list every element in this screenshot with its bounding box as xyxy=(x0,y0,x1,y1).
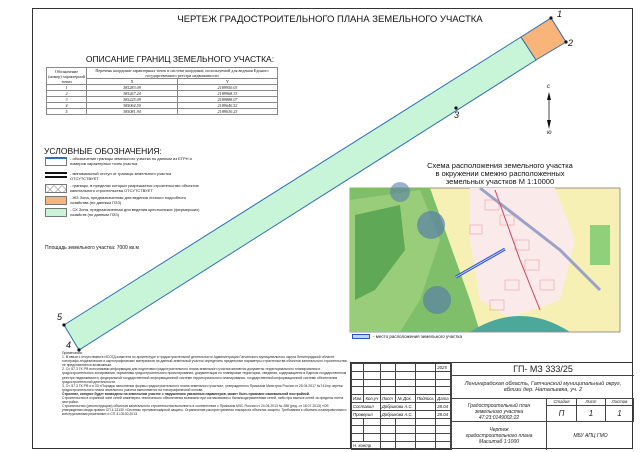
boundaries-title: ОПИСАНИЕ ГРАНИЦ ЗЕМЕЛЬНОГО УЧАСТКА: xyxy=(85,54,275,64)
empty-cell xyxy=(436,426,451,434)
map-title-line: Схема расположения земельного участка xyxy=(427,161,573,170)
point-2-label: 2 xyxy=(568,38,574,48)
column-header: Дата xyxy=(437,396,449,402)
point-1-marker xyxy=(549,16,552,19)
date: 28.04 xyxy=(436,402,451,410)
x-value: 385283.09 xyxy=(87,85,178,91)
column-header: Кол.уч xyxy=(365,396,379,402)
note-paragraph: Строительство (реконструкцию) объектов капитального строительства выполнять в соответствии с Приказом МЧС России от 24.04.2013 № 288 (ред. от 18.07.2013) «Об утверждении свода правил СП 4.13130 «Системы противопожарной защиты. Ограничение распространения пожара на объектах защиты. Требования к объемно-планировочным и конструктивным решениям» и СП 4.13130.2013. xyxy=(62,404,347,417)
stage-value: П xyxy=(546,406,576,422)
empty-cell xyxy=(380,364,396,372)
empty-cell xyxy=(396,364,415,372)
col-coords-header: Перечень координат характерных точек в системе координат, используемой для ведения Единого государственного реестра недвижимости xyxy=(87,68,278,79)
sheet-value: 1 xyxy=(576,406,605,422)
empty-cell xyxy=(352,434,364,442)
legend-text: - обозначение границы земельного участка по данным из ЕГРН и номеров характерных точек участка xyxy=(70,156,192,166)
stage-header: Стадия xyxy=(546,399,576,406)
y-value: 2189888.07 xyxy=(177,97,277,103)
empty-cell xyxy=(415,402,436,410)
empty-cell xyxy=(352,426,364,434)
column-header: № Док. xyxy=(396,395,415,403)
map-legend xyxy=(352,334,462,339)
point-1-label: 1 xyxy=(557,9,563,19)
empty-cell xyxy=(436,434,451,442)
role: Проверил xyxy=(352,410,381,418)
site-location-icon xyxy=(352,334,370,339)
empty-cell xyxy=(396,441,415,449)
empty-cell xyxy=(415,410,436,418)
area-text: Площадь земельного участка: 7000 кв.м xyxy=(45,245,139,251)
legend-item xyxy=(45,208,275,217)
y-header: Y xyxy=(177,79,277,85)
col-point-header: Обозначение (номер) характерной точки xyxy=(48,68,85,84)
coordinate-row xyxy=(47,109,278,115)
empty-cell xyxy=(415,364,436,372)
south-label: ю xyxy=(547,130,552,136)
zone-circle xyxy=(423,286,451,314)
empty-cell xyxy=(352,379,364,387)
empty-cell xyxy=(352,418,364,426)
legend-title: УСЛОВНЫЕ ОБОЗНАЧЕНИЯ: xyxy=(44,146,162,156)
drawing-title: ЧЕРТЕЖ ГРАДОСТРОИТЕЛЬНОГО ПЛАНА ЗЕМЕЛЬНОГО УЧАСТКА xyxy=(177,14,483,25)
note-paragraph: 2. Ст. 57.3 ГК РФ источниками информации для подготовки градостроительного плана земельного участка являются документы территориального планирования и градостроительного зонирования, нормативы градостроительного проектирования, документация по планировке территории, сведения, содержащиеся в Едином государственном реестре недвижимости, федеральной государственной информационной системе территориального планирования, государственной информационной системе обеспечения градостроительной деятельности. xyxy=(62,367,347,384)
empty-cell xyxy=(380,426,396,434)
sheet-header: Лист xyxy=(576,399,605,406)
empty-cell xyxy=(352,371,364,379)
map-title-line: в окружении смежно расположенных xyxy=(435,169,565,178)
legend-swatch xyxy=(45,208,67,217)
point-3-label: 3 xyxy=(454,110,460,120)
legend-swatch xyxy=(45,184,67,193)
point-5-marker xyxy=(62,323,65,326)
empty-cell xyxy=(396,434,415,442)
sheets-header: Листов xyxy=(605,399,634,406)
point-number: 3 xyxy=(47,97,87,103)
empty-cell xyxy=(436,379,451,387)
empty-cell xyxy=(415,434,436,442)
legend-swatch xyxy=(45,172,67,178)
legend-item xyxy=(45,196,275,205)
empty-cell xyxy=(415,418,436,426)
empty-cell xyxy=(396,387,415,395)
empty-cell xyxy=(380,387,396,395)
empty-cell xyxy=(415,426,436,434)
empty-cell xyxy=(436,418,451,426)
empty-cell xyxy=(436,371,451,379)
y-value: 2189950.03 xyxy=(177,85,277,91)
empty-cell xyxy=(364,426,380,434)
point-number: 2 xyxy=(47,91,87,97)
empty-cell xyxy=(396,418,415,426)
title-block xyxy=(350,362,633,449)
address: Ленинградская область, Гатчинский муниципальный округ, вблизи дер. Натальевка, уч. 2 xyxy=(451,376,634,399)
x-value: 385081.94 xyxy=(87,109,178,115)
legend-text: - СХ Зона, предназначенная для ведения крестьянских (фермерских) хозяйств (по данным ПЗЗ) xyxy=(70,207,200,217)
zone-circle xyxy=(417,211,445,239)
map-title-line: земельных участков М 1:10000 xyxy=(445,177,555,186)
x-value: 385267.24 xyxy=(87,91,178,97)
x-value: 385064.50 xyxy=(87,103,178,109)
empty-cell xyxy=(364,379,380,387)
empty-cell xyxy=(380,371,396,379)
name: Добрикова А.С. xyxy=(380,402,415,410)
year: 2025 xyxy=(436,364,451,372)
legend-item xyxy=(45,157,275,166)
x-header: X xyxy=(87,79,178,85)
legend-swatch xyxy=(45,196,67,205)
legend-text: - границы, в пределах которых разрешается строительство объектов капитального строительства ОТСУТСТВУЕТ xyxy=(70,183,199,193)
empty-cell xyxy=(436,441,451,449)
sheets-value: 1 xyxy=(605,406,634,422)
date: 28.04 xyxy=(436,410,451,418)
empty-cell xyxy=(415,371,436,379)
legend-item xyxy=(45,172,275,181)
note-paragraph: Строение, которое будет возведено на земельном участке с нарушением указанных параметров, может быть признано самовольной постройкой. xyxy=(62,391,310,396)
legend-text: - ЖЗ Зона, предназначенная для ведения личного подсобного хозяйства (по данным ПЗЗ) xyxy=(70,195,187,205)
drawing-name: Чертеж градостроительного плана Масштаб 1:1000 xyxy=(451,422,546,450)
point-number: 1 xyxy=(47,85,87,91)
empty-cell xyxy=(364,371,380,379)
norm-control: Н. контр xyxy=(352,441,381,449)
empty-cell xyxy=(364,364,380,372)
map-legend-text: - место расположения земельного участка xyxy=(373,334,462,339)
empty-cell xyxy=(380,379,396,387)
title-block-left xyxy=(351,363,451,450)
plan-name: Градостроительный план земельного участка 47:23:0149002:22 xyxy=(451,399,546,422)
legend-text: - минимальный отступ от границы земельного участка ОТСУТСТВУЕТ xyxy=(70,171,172,181)
empty-cell xyxy=(352,364,364,372)
empty-cell xyxy=(380,418,396,426)
empty-cell xyxy=(415,441,436,449)
y-value: 2189630.23 xyxy=(177,109,277,115)
north-arrow-icon xyxy=(547,92,551,129)
empty-cell xyxy=(380,434,396,442)
note-paragraph: Примечания: xyxy=(62,351,83,355)
role: Составил xyxy=(352,402,381,410)
notes xyxy=(62,351,348,417)
empty-cell xyxy=(364,418,380,426)
title-block-right xyxy=(451,363,634,450)
empty-cell xyxy=(415,379,436,387)
column-header: Подпись xyxy=(415,395,436,403)
coordinates-table xyxy=(46,67,278,115)
x-value: 385225.09 xyxy=(87,97,178,103)
map-title xyxy=(400,162,600,186)
point-number: 5 xyxy=(47,109,87,115)
empty-cell xyxy=(396,426,415,434)
north-label: с xyxy=(547,84,550,90)
column-header: Изм. xyxy=(353,396,363,402)
empty-cell xyxy=(396,371,415,379)
note-paragraph: Строительство в охранной зоне сетей инженерно-технического обеспечения возможно при согласовании с балансодержателями сетей, либо при выносе сетей за пределы пятна застройки. xyxy=(62,396,344,405)
organization: МБУ АПЦ ГМО xyxy=(546,422,634,450)
y-value: 2189968.33 xyxy=(177,91,277,97)
column-header: Лист xyxy=(380,395,396,403)
empty-cell xyxy=(396,379,415,387)
empty-cell xyxy=(415,387,436,395)
location-map xyxy=(350,182,620,332)
empty-cell xyxy=(364,387,380,395)
empty-cell xyxy=(364,434,380,442)
point-4-label: 4 xyxy=(66,340,72,350)
point-number: 4 xyxy=(47,103,87,109)
point-5-label: 5 xyxy=(57,312,63,322)
name: Добрикова А.С. xyxy=(380,410,415,418)
empty-cell xyxy=(352,387,364,395)
legend-swatch xyxy=(45,157,67,166)
note-paragraph: 1. В связи с отсутствием в ИСОГД комитета по архитектуре и градостроительной деятельности Администрации Гатчинского муниципального округа Ленинградской области топографо-геодезических и картографических материалов на данный земельный участок определить предельные параметры строительства объектов капитального строительства не представляется возможным. xyxy=(62,355,347,368)
document-code: ГП- МЗ 333/25 xyxy=(451,363,634,376)
y-value: 2189640.52 xyxy=(177,103,277,109)
legend-item xyxy=(45,184,275,193)
empty-cell xyxy=(380,441,396,449)
note-paragraph: 3. Ст. 57.3 ГК РФ и п.33 «Порядок заполнения формы градостроительного плана земельного участка», утвержденного Приказом Минстроя России от 25.04.2017 №741/пр чертеж градостроительного плана земельного участка выполняется на топографической основе. xyxy=(62,383,343,392)
empty-cell xyxy=(436,387,451,395)
